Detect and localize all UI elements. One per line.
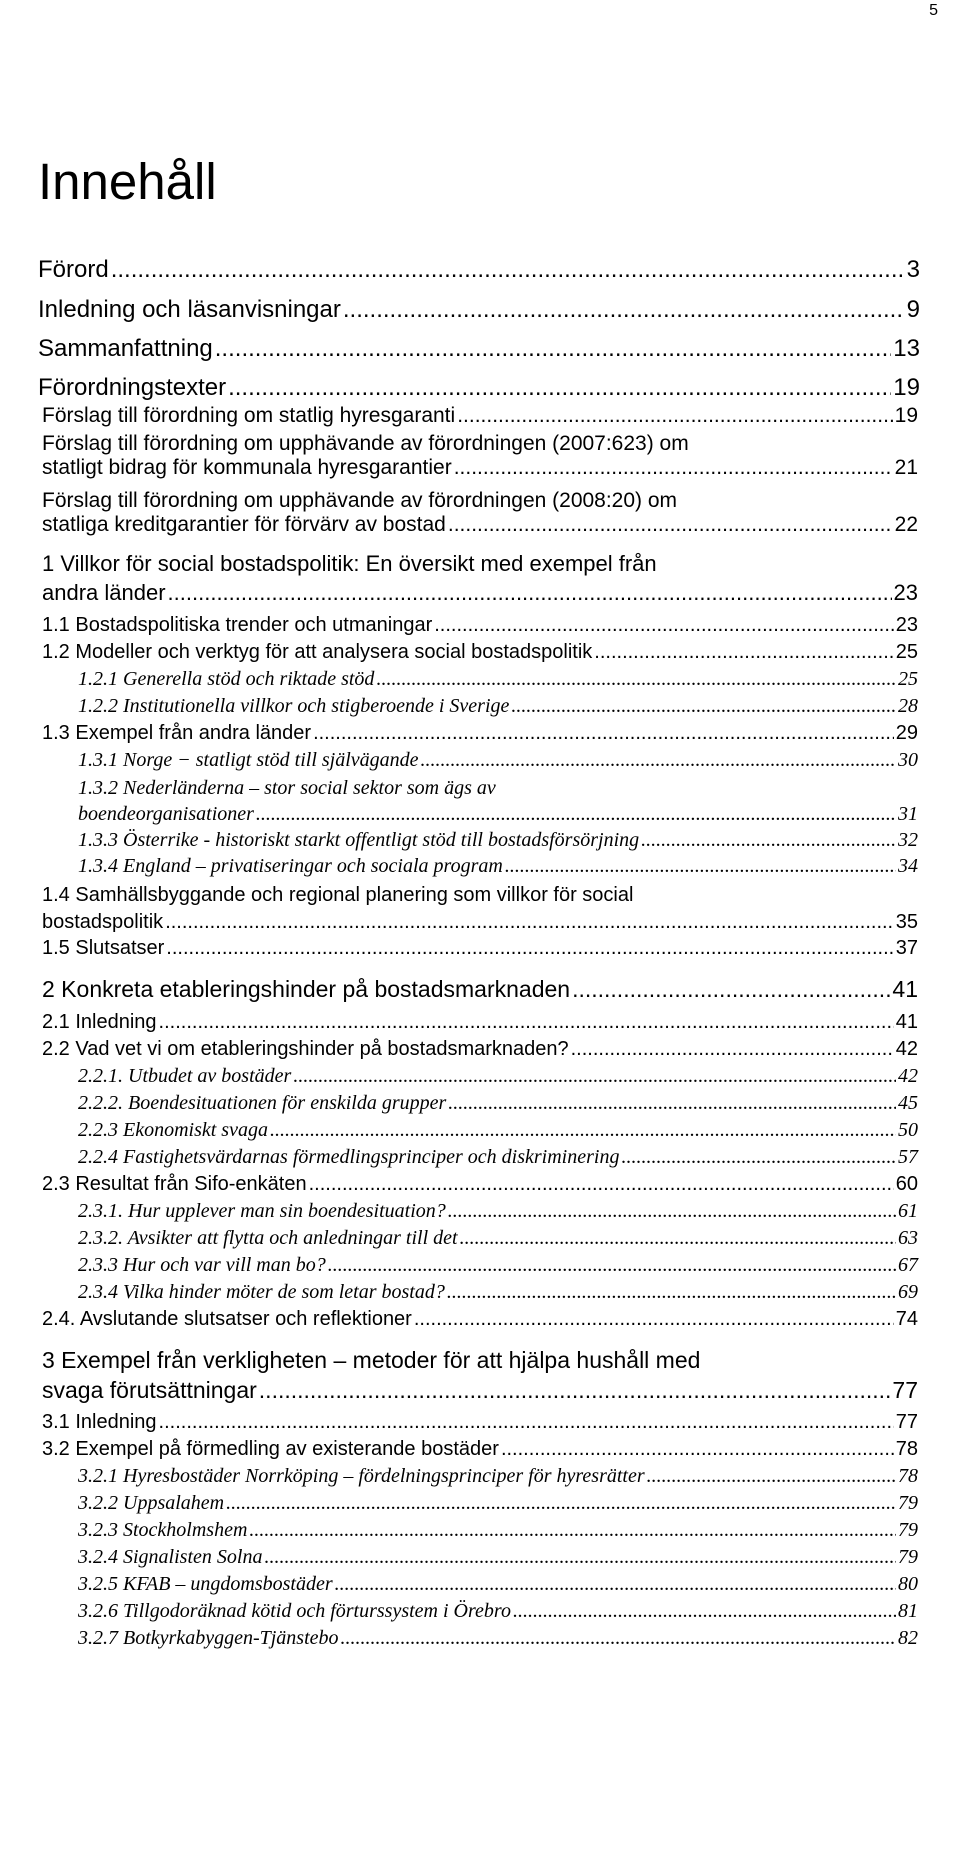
toc-entry-title: 3.2.5 KFAB – ungdomsbostäder [78, 1573, 333, 1595]
toc-page-number: 34 [898, 855, 918, 877]
page-title: Innehåll [38, 153, 217, 210]
leader-dots [448, 1092, 896, 1115]
toc-entry-title: 3.2.1 Hyresbostäder Norrköping – fördelningsprinciper för hyresrätter [78, 1465, 645, 1487]
toc-entry-title: 2.3.4 Vilka hinder möter de som letar bostad? [78, 1281, 445, 1303]
toc-entry[interactable] [42, 432, 918, 480]
toc-entry-title: 1.2 Modeller och verktyg för att analysera social bostadspolitik [42, 641, 593, 663]
toc-entry[interactable] [42, 489, 918, 537]
leader-dots [111, 256, 905, 284]
toc-page-number: 63 [898, 1227, 918, 1249]
leader-dots [513, 1600, 896, 1623]
leader-dots [641, 829, 896, 852]
leader-dots [165, 909, 894, 936]
toc-entry[interactable] [78, 855, 918, 878]
toc-entry[interactable] [78, 829, 918, 852]
toc-entry-title: 1.3.4 England – privatiseringar och sociala program [78, 855, 503, 877]
toc-entry[interactable] [78, 749, 918, 772]
leader-dots [505, 855, 896, 878]
toc-entry-title: 2.3.1. Hur upplever man sin boendesituation? [78, 1200, 446, 1222]
toc-page-number: 21 [894, 456, 918, 479]
toc-entry-title: andra länder [42, 580, 166, 605]
toc-entry[interactable] [78, 1600, 918, 1623]
leader-dots [293, 1065, 896, 1088]
toc-entry-title: 1.3.3 Österrike - historiskt starkt offentligt stöd till bostadsförsörjning [78, 829, 640, 851]
toc-entry-title: svaga förutsättningar [42, 1377, 257, 1403]
leader-dots [328, 1254, 896, 1277]
leader-dots [376, 668, 896, 691]
leader-dots [270, 1119, 896, 1142]
toc-entry[interactable] [42, 614, 918, 637]
toc-entry[interactable] [78, 1119, 918, 1142]
toc-entry[interactable] [42, 882, 918, 936]
toc-entry-title-line1: Förslag till förordning om upphävande av förordningen (2008:20) om [42, 489, 678, 512]
toc-entry-title: 1.2.2 Institutionella villkor och stigberoende i Sverige [78, 695, 510, 717]
toc-page-number: 42 [895, 1038, 918, 1060]
toc-page-number: 74 [895, 1308, 918, 1330]
toc-page-number: 28 [898, 695, 918, 717]
toc-entry[interactable] [78, 1146, 918, 1169]
toc-entry-title: 2.3.3 Hur och var vill man bo? [78, 1254, 326, 1276]
toc-page-number: 67 [898, 1254, 918, 1276]
toc-entry[interactable] [42, 722, 918, 745]
toc-entry-title: boendeorganisationer [78, 803, 254, 825]
toc-entry[interactable] [42, 976, 918, 1003]
toc-entry-title: bostadspolitik [42, 911, 164, 933]
toc-page-number: 35 [895, 911, 918, 933]
toc-entry-title: Förord [38, 256, 109, 283]
toc-entry[interactable] [78, 1573, 918, 1596]
toc-entry-title: 1.3.1 Norge − statligt stöd till självägande [78, 749, 419, 771]
toc-page-number: 79 [898, 1546, 918, 1568]
toc-entry-title: Förordningstexter [38, 374, 227, 401]
toc-entry[interactable] [38, 374, 920, 402]
toc-entry-title: 2.2.2. Boendesituationen för enskilda grupper [78, 1092, 447, 1114]
toc-entry-title: statliga kreditgarantier för förvärv av bostad [42, 513, 446, 536]
leader-dots [226, 1492, 896, 1515]
toc-entry[interactable] [42, 404, 918, 428]
toc-page-number: 80 [898, 1573, 918, 1595]
leader-dots [621, 1146, 896, 1169]
toc-entry[interactable] [42, 1308, 918, 1331]
toc-page-number: 25 [898, 668, 918, 690]
leader-dots [159, 1411, 894, 1434]
toc-page-number: 79 [898, 1519, 918, 1541]
toc-entry[interactable] [42, 549, 918, 607]
toc-page-number: 50 [898, 1119, 918, 1141]
toc-entry[interactable] [78, 775, 918, 827]
toc-entry-title: Sammanfattning [38, 335, 213, 362]
toc-entry-title: 3.2.3 Stockholmshem [78, 1519, 248, 1541]
leader-dots [215, 335, 892, 363]
toc-page-number: 23 [895, 614, 918, 636]
toc-page-number: 41 [895, 1011, 918, 1033]
toc-page-number: 13 [893, 335, 920, 362]
toc-page-number: 9 [906, 296, 920, 323]
toc-page-number: 19 [893, 374, 920, 401]
toc-entry[interactable] [42, 937, 918, 960]
leader-dots [159, 1011, 894, 1034]
toc-entry-title: 3.2.6 Tillgodoräknad kötid och förturssystem i Örebro [78, 1600, 511, 1622]
toc-page-number: 29 [895, 722, 918, 744]
toc-page-number: 57 [898, 1146, 918, 1168]
leader-dots [264, 1546, 896, 1569]
toc-entry[interactable] [78, 1465, 918, 1488]
toc-page-number: 69 [898, 1281, 918, 1303]
toc-entry-title: 1.3 Exempel från andra länder [42, 722, 312, 744]
toc-page-number: 82 [898, 1627, 918, 1649]
toc-entry-title: 2.2.1. Utbudet av bostäder [78, 1065, 292, 1087]
leader-dots [571, 1038, 894, 1061]
leader-dots [166, 937, 893, 960]
toc-entry[interactable] [42, 1438, 918, 1461]
toc-entry[interactable] [78, 695, 918, 718]
toc-page-number: 3 [906, 256, 920, 283]
toc-page-number: 45 [898, 1092, 918, 1114]
toc-page-number: 32 [898, 829, 918, 851]
leader-dots [335, 1573, 896, 1596]
toc-entry-title: 1.5 Slutsatser [42, 937, 165, 959]
leader-dots [448, 513, 893, 537]
toc-page-number: 25 [895, 641, 918, 663]
toc-page-number: 37 [895, 937, 918, 959]
toc-entry[interactable] [78, 1281, 918, 1304]
page-number: 5 [929, 2, 938, 19]
leader-dots [414, 1308, 894, 1331]
toc-page-number: 78 [898, 1465, 918, 1487]
toc-entry[interactable] [42, 1345, 918, 1405]
toc-entry[interactable] [78, 1200, 918, 1223]
toc-entry-title: 3.2 Exempel på förmedling av existerande bostäder [42, 1438, 499, 1460]
toc-page-number: 81 [898, 1600, 918, 1622]
leader-dots [448, 1200, 896, 1223]
toc-entry-title: 1.2.1 Generella stöd och riktade stöd [78, 668, 375, 690]
toc-page-number: 77 [892, 1377, 918, 1403]
toc-entry-title-line1: 1.4 Samhällsbyggande och regional planering som villkor för social [42, 884, 634, 906]
toc-page-number: 42 [898, 1065, 918, 1087]
leader-dots [341, 1627, 897, 1650]
toc-entry-title: Förslag till förordning om statlig hyresgaranti [42, 404, 456, 427]
toc-entry[interactable] [78, 1227, 918, 1250]
toc-entry[interactable] [42, 1411, 918, 1434]
toc-page-number: 61 [898, 1200, 918, 1222]
leader-dots [460, 1227, 896, 1250]
toc-entry[interactable] [38, 335, 920, 363]
toc-entry-title: 2.2.3 Ekonomiskt svaga [78, 1119, 268, 1141]
toc-entry[interactable] [78, 1254, 918, 1277]
toc-entry[interactable] [38, 296, 920, 324]
toc-entry-title: Inledning och läsanvisningar [38, 296, 341, 323]
toc-entry-title: 2.3 Resultat från Sifo-enkäten [42, 1173, 307, 1195]
toc-entry-title-line1: 3 Exempel från verkligheten – metoder för att hjälpa hushåll med [42, 1347, 701, 1373]
leader-dots [313, 722, 894, 745]
toc-entry[interactable] [42, 1038, 918, 1061]
toc-entry[interactable] [42, 641, 918, 664]
leader-dots [457, 404, 892, 428]
toc-page-number: 79 [898, 1492, 918, 1514]
leader-dots [501, 1438, 894, 1461]
toc-entry-title: 3.1 Inledning [42, 1411, 157, 1433]
toc-entry-title-line1: Förslag till förordning om upphävande av förordningen (2007:623) om [42, 432, 689, 455]
toc-entry[interactable] [38, 256, 920, 284]
toc-page-number: 30 [898, 749, 918, 771]
toc-entry[interactable] [42, 1173, 918, 1196]
leader-dots [249, 1519, 896, 1542]
toc-page-number: 23 [893, 580, 918, 605]
toc-page-number: 60 [895, 1173, 918, 1195]
leader-dots [421, 749, 896, 772]
toc-page-number: 19 [894, 404, 918, 427]
toc-entry-title: 3.2.2 Uppsalahem [78, 1492, 225, 1514]
leader-dots [647, 1465, 896, 1488]
toc-page-number: 41 [892, 976, 918, 1002]
leader-dots [434, 614, 894, 637]
toc-entry[interactable] [42, 1011, 918, 1034]
toc-entry-title: 2.1 Inledning [42, 1011, 157, 1033]
toc-entry[interactable] [78, 1519, 918, 1542]
toc-entry[interactable] [78, 1092, 918, 1115]
leader-dots [511, 695, 896, 718]
toc-entry-title: 2.2.4 Fastighetsvärdarnas förmedlingsprinciper och diskriminering [78, 1146, 620, 1168]
toc-entry-title: 2 Konkreta etableringshinder på bostadsmarknaden [42, 976, 571, 1002]
leader-dots [256, 801, 896, 827]
leader-dots [259, 1375, 891, 1405]
toc-page-number: 31 [898, 803, 918, 825]
toc-entry-title: statligt bidrag för kommunala hyresgarantier [42, 456, 452, 479]
toc-entry-title-line1: 1.3.2 Nederländerna – stor social sektor som ägs av [78, 777, 496, 799]
toc-entry[interactable] [78, 1546, 918, 1569]
toc-page-number: 22 [894, 513, 918, 536]
toc-entry-title: 2.2 Vad vet vi om etableringshinder på bostadsmarknaden? [42, 1038, 569, 1060]
leader-dots [228, 374, 891, 402]
leader-dots [168, 578, 892, 607]
leader-dots [343, 296, 905, 324]
toc-entry[interactable] [78, 1065, 918, 1088]
toc-page-number: 78 [895, 1438, 918, 1460]
toc-entry-title-line1: 1 Villkor för social bostadspolitik: En översikt med exempel från [42, 551, 657, 576]
toc-page-number: 77 [895, 1411, 918, 1433]
toc-entry-title: 2.3.2. Avsikter att flytta och anledningar till det [78, 1227, 458, 1249]
toc-entry-title: 3.2.7 Botkyrkabyggen-Tjänstebo [78, 1627, 339, 1649]
toc-entry[interactable] [78, 1627, 918, 1650]
toc-entry[interactable] [78, 668, 918, 691]
toc-entry-title: 2.4. Avslutande slutsatser och reflektioner [42, 1308, 412, 1330]
toc-entry[interactable] [78, 1492, 918, 1515]
leader-dots [309, 1173, 894, 1196]
toc-entry-title: 1.1 Bostadspolitiska trender och utmaningar [42, 614, 433, 636]
leader-dots [572, 976, 890, 1003]
leader-dots [594, 641, 893, 664]
toc-entry-title: 3.2.4 Signalisten Solna [78, 1546, 263, 1568]
leader-dots [447, 1281, 896, 1304]
leader-dots [454, 456, 893, 480]
